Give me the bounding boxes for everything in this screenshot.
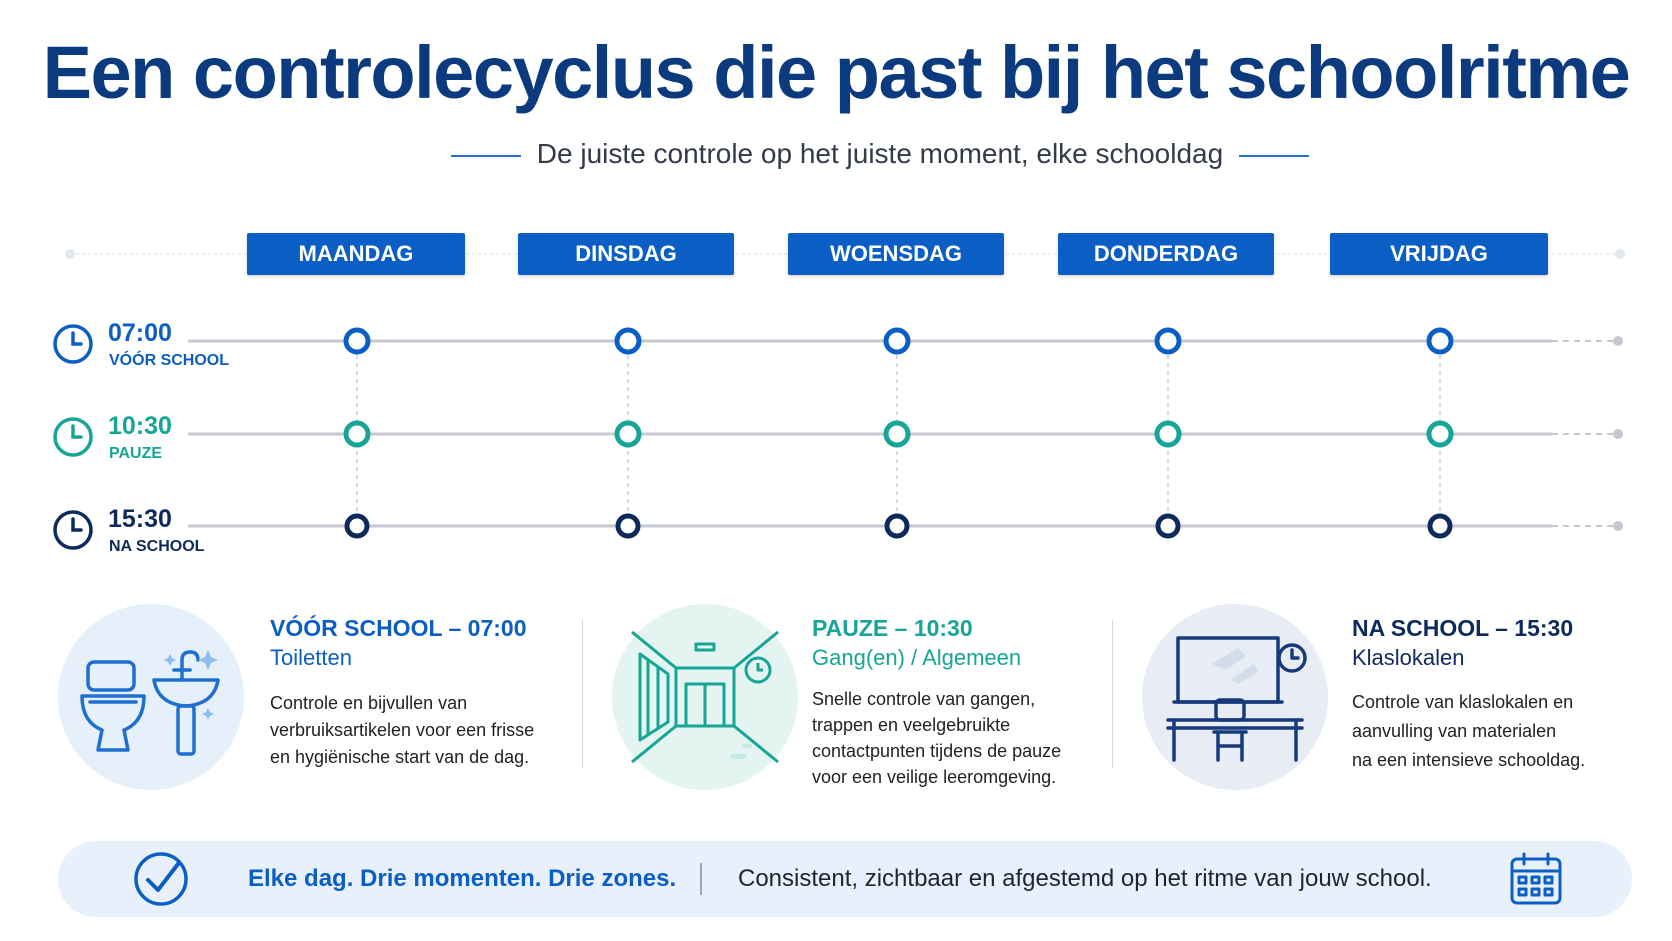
node-vrijdag-1530 [1430,516,1450,536]
toilet-sink-icon [58,604,244,790]
footer-slogan: Elke dag. Drie momenten. Drie zones. [248,865,677,892]
footer-banner [58,841,1632,917]
day-header-vrijdag: VRIJDAG [1330,233,1548,275]
day-header-woensdag: WOENSDAG [788,233,1004,275]
card-description: Controle en bijvullen van verbruiksartikelen voor een frisse en hygiënische start van de dag. [270,693,535,767]
time-moment-label: PAUZE [109,445,163,462]
calendar-icon [1506,849,1566,909]
day-header-maandag: MAANDAG [247,233,465,275]
node-maandag-1530 [347,516,367,536]
card-title: PAUZE – 10:30 [812,615,973,641]
footer-text: Consistent, zichtbaar en afgestemd op het ritme van jouw school. [738,865,1432,892]
node-vrijdag-1030 [1429,423,1451,445]
clock-icon [52,509,94,551]
card-description: Controle van klaslokalen en aanvulling van materialen na een intensieve schooldag. [1352,692,1586,770]
node-woensdag-1530 [887,516,907,536]
card-description: Snelle controle van gangen, trappen en veelgebruikte contactpunten tijdens de pauze voor een veilige leeromgeving. [812,689,1062,787]
node-woensdag-0700 [886,330,908,352]
card-subtitle: Gang(en) / Algemeen [812,645,1022,670]
time-value: 15:30 [108,505,172,533]
footer-divider [700,863,702,895]
card-subtitle: Klaslokalen [1352,645,1465,670]
page-title: Een controlecyclus die past bij het schoolritme [42,31,1630,114]
node-maandag-0700 [346,330,368,352]
clock-icon [52,323,94,365]
subtitle-text: De juiste controle op het juiste moment, elke schooldag [536,138,1224,169]
node-vrijdag-0700 [1429,330,1451,352]
node-dinsdag-1030 [617,423,639,445]
day-header-donderdag: DONDERDAG [1058,233,1274,275]
classroom-icon [1142,604,1328,790]
card-title: NA SCHOOL – 15:30 [1352,615,1574,641]
top-guide-dot-left [65,249,75,259]
top-guide-dot-right [1615,249,1625,259]
time-moment-label: NA SCHOOL [109,538,205,555]
card-subtitle: Toiletten [270,645,352,670]
day-header-dinsdag: DINSDAG [518,233,734,275]
node-donderdag-1030 [1157,423,1179,445]
node-donderdag-0700 [1157,330,1179,352]
clock-icon [52,416,94,458]
node-woensdag-1030 [886,423,908,445]
time-moment-label: VÓÓR SCHOOL [109,352,230,369]
card-divider [1112,620,1113,768]
node-dinsdag-0700 [617,330,639,352]
node-dinsdag-1530 [618,516,638,536]
node-donderdag-1530 [1158,516,1178,536]
time-value: 07:00 [108,319,172,347]
card-divider [582,620,583,768]
check-circle-icon [132,850,190,908]
time-value: 10:30 [108,412,172,440]
card-title: VÓÓR SCHOOL – 07:00 [270,615,527,641]
node-maandag-1030 [346,423,368,445]
hallway-icon [612,604,798,790]
